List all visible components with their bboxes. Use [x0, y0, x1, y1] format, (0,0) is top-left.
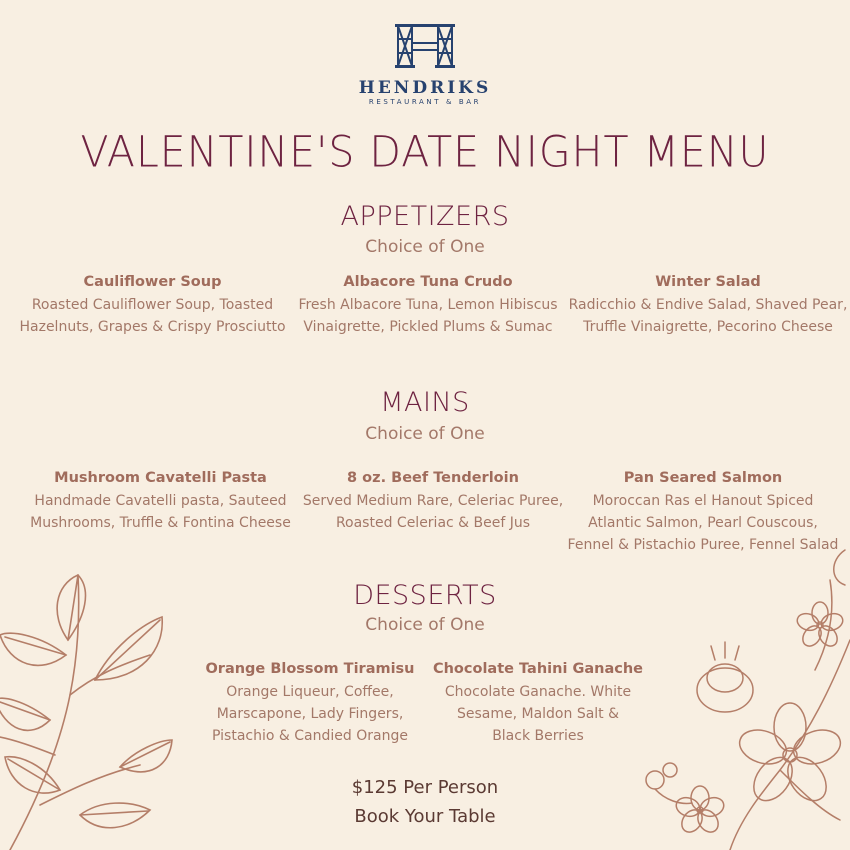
dish-name: Mushroom Cavatelli Pasta: [54, 470, 267, 486]
dish-name: Winter Salad: [655, 274, 761, 290]
dish-description: Radicchio & Endive Salad, Shaved Pear, Truffle Vinaigrette, Pecorino Cheese: [568, 297, 848, 335]
dish-name: Cauliflower Soup: [83, 274, 222, 290]
brand-subtitle: RESTAURANT & BAR: [368, 98, 482, 106]
dish-orange-blossom-tiramisu: [200, 661, 420, 747]
dish-albacore-tuna-crudo: [290, 274, 566, 338]
price-text: $125 Per Person: [351, 777, 499, 798]
mains-heading: MAINS: [380, 387, 470, 418]
dish-description: Orange Liqueur, Coffee, Marscapone, Lady Fingers, Pistachio & Candied Orange: [212, 684, 408, 744]
dish-description: Handmade Cavatelli pasta, Sauteed Mushrooms, Truffle & Fontina Cheese: [30, 493, 291, 531]
blossom-branch-illustration: [630, 520, 850, 850]
dish-name: Albacore Tuna Crudo: [343, 274, 513, 290]
dish-name: Chocolate Tahini Ganache: [432, 661, 644, 677]
dish-winter-salad: [566, 274, 850, 338]
h-bridge-logo-icon: [395, 24, 455, 68]
book-table-link[interactable]: Book Your Table: [354, 806, 496, 827]
dish-name: Pan Seared Salmon: [623, 470, 783, 486]
appetizers-subheading: Choice of One: [365, 237, 485, 257]
menu-title: VALENTINE'S DATE NIGHT MENU: [80, 126, 770, 178]
dish-chocolate-tahini-ganache: [428, 661, 648, 747]
leaf-branch-illustration: [0, 555, 180, 850]
appetizers-heading: APPETIZERS: [340, 201, 510, 232]
mains-subheading: Choice of One: [365, 424, 485, 444]
dish-description: Moroccan Ras el Hanout Spiced Atlantic Salmon, Pearl Couscous, Fennel & Pistachio Puree, Fennel Salad: [567, 493, 839, 553]
dish-description: Roasted Cauliflower Soup, Toasted Hazelnuts, Grapes & Crispy Prosciutto: [19, 297, 286, 335]
brand-name: HENDRIKS: [358, 78, 492, 98]
dish-name: Orange Blossom Tiramisu: [205, 661, 415, 677]
dish-cauliflower-soup: [10, 274, 295, 338]
dish-description: Served Medium Rare, Celeriac Puree, Roasted Celeriac & Beef Jus: [302, 493, 564, 531]
desserts-heading: DESSERTS: [353, 580, 497, 611]
dish-name: 8 oz. Beef Tenderloin: [347, 470, 519, 486]
dish-description: Chocolate Ganache. White Sesame, Maldon Salt & Black Berries: [444, 684, 632, 744]
desserts-subheading: Choice of One: [365, 615, 485, 635]
dish-beef-tenderloin: [296, 470, 570, 534]
dish-mushroom-cavatelli: [18, 470, 303, 534]
dish-description: Fresh Albacore Tuna, Lemon Hibiscus Vinaigrette, Pickled Plums & Sumac: [298, 297, 558, 335]
